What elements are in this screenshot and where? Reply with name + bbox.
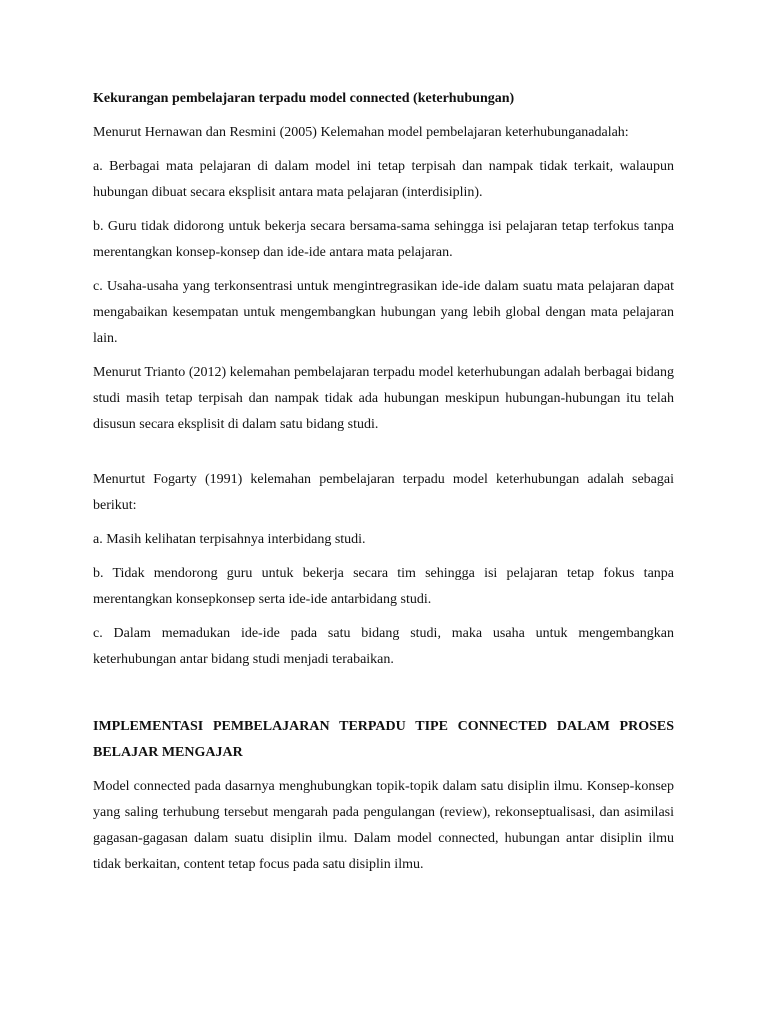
fogarty-item-a: a. Masih kelihatan terpisahnya interbidang studi. bbox=[93, 532, 366, 547]
paragraph-connected-model: Model connected pada dasarnya menghubungkan topik-topik dalam satu disiplin ilmu. Konsep-konsep yang saling terhubung tersebut mengarah pada pengulangan (review), rekonseptualisasi, dan asimilasi gagasan-gagasan dalam suatu disiplin ilmu. Dalam model connected, hubungan antar disiplin ilmu tidak berkaitan, content tetap focus pada satu disiplin ilmu. bbox=[93, 779, 674, 872]
document-page bbox=[93, 86, 674, 886]
blank-line bbox=[93, 681, 674, 714]
blank-line bbox=[93, 446, 674, 467]
paragraph-fogarty-intro: Menurtut Fogarty (1991) kelemahan pembelajaran terpadu model keterhubungan adalah sebagai berikut: bbox=[93, 472, 674, 513]
list-item-b: b. Guru tidak didorong untuk bekerja secara bersama-sama sehingga isi pelajaran tetap terfokus tanpa merentangkan konsep-konsep dan ide-ide antara mata pelajaran. bbox=[93, 219, 674, 260]
list-item-a: a. Berbagai mata pelajaran di dalam model ini tetap terpisah dan nampak tidak terkait, walaupun hubungan dibuat secara eksplisit antara mata pelajaran (interdisiplin). bbox=[93, 159, 674, 200]
list-item-c: c. Usaha-usaha yang terkonsentrasi untuk mengintregrasikan ide-ide dalam suatu mata pelajaran dapat mengabaikan kesempatan untuk mengembangkan hubungan yang lebih global dengan mata pelajaran lain. bbox=[93, 279, 674, 346]
paragraph-trianto: Menurut Trianto (2012) kelemahan pembelajaran terpadu model keterhubungan adalah berbagai bidang studi masih tetap terpisah dan nampak tidak ada hubungan meskipun hubungan-hubungan itu telah disusun secara eksplisit di dalam satu bidang studi. bbox=[93, 365, 674, 432]
section-heading-kekurangan: Kekurangan pembelajaran terpadu model connected (keterhubungan) bbox=[93, 91, 515, 106]
section-heading-implementasi: IMPLEMENTASI PEMBELAJARAN TERPADU TIPE CONNECTED DALAM PROSES BELAJAR MENGAJAR bbox=[93, 719, 674, 760]
fogarty-item-b: b. Tidak mendorong guru untuk bekerja secara tim sehingga isi pelajaran tetap fokus tanpa merentangkan konsepkonsep serta ide-ide antarbidang studi. bbox=[93, 566, 674, 607]
paragraph-hernawan-intro: Menurut Hernawan dan Resmini (2005) Kelemahan model pembelajaran keterhubunganadalah: bbox=[93, 125, 629, 140]
fogarty-item-c: c. Dalam memadukan ide-ide pada satu bidang studi, maka usaha untuk mengembangkan keterhubungan antar bidang studi menjadi terabaikan. bbox=[93, 626, 674, 667]
